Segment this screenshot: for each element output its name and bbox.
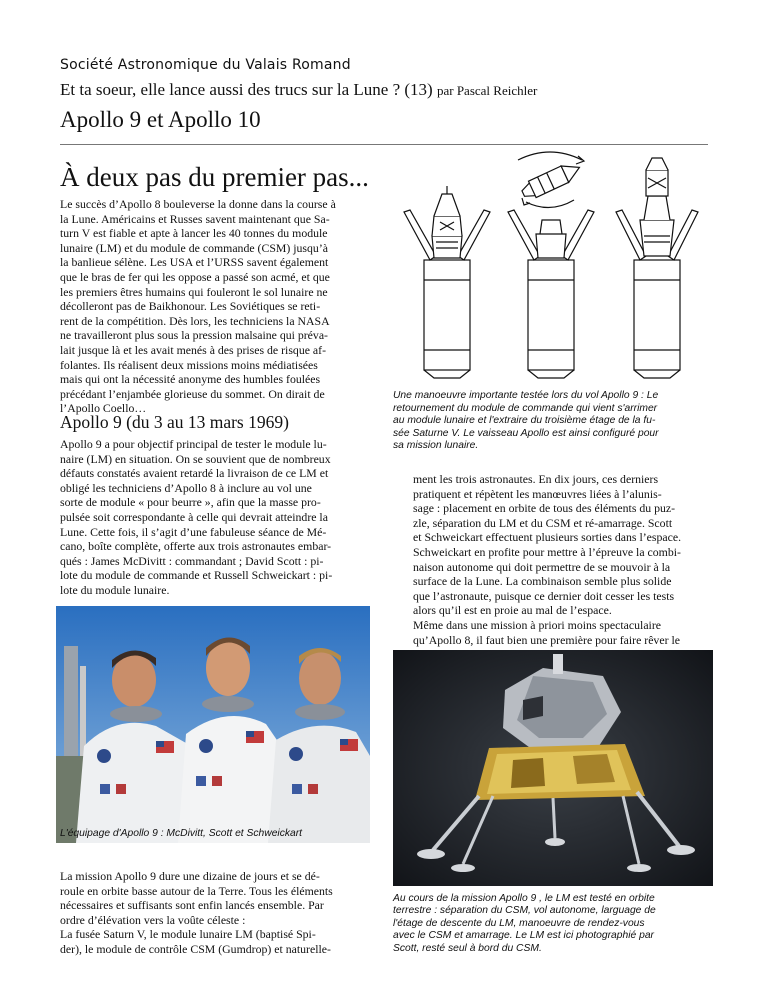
- caption-line: avec le CSM et amarrage. Le LM est ici photographié par: [393, 930, 654, 942]
- text-line: Lune. Cette fois, il s’agit d’une fabuleuse séance de Mé-: [60, 524, 327, 539]
- text-line: Le succès d’Apollo 8 bouleverse la donne dans la course à: [60, 197, 336, 211]
- text-line: ordre d’élévation vers la voûte céleste :: [60, 912, 246, 927]
- lm-caption: [393, 893, 713, 955]
- caption-line: sée Saturne V. Le vaisseau Apollo est ainsi configuré pour: [393, 427, 659, 439]
- text-line: la Lune. Américains et Russes savent maintenant que Sa-: [60, 211, 330, 226]
- apollo9-heading: Apollo 9 (du 3 au 13 mars 1969): [60, 412, 289, 432]
- caption-line: sa mission lunaire.: [393, 440, 479, 452]
- text-line: et Schweickart effectuent plusieurs sorties dans l’espace.: [413, 530, 682, 545]
- text-line: zle, séparation du LM et du CSM et ré-amarrage. Scott: [413, 515, 673, 530]
- text-line: Même dans une mission à priori moins spectaculaire: [413, 617, 661, 632]
- title-divider: [60, 144, 708, 145]
- text-line: précédant l’enjambée glorieuse du sommet. On dirait de: [60, 386, 325, 401]
- text-line: roule en orbite basse autour de la Terre. Tous les éléments: [60, 883, 333, 898]
- stage-middle: [508, 152, 594, 378]
- author-byline: par Pascal Reichler: [436, 83, 538, 98]
- text-line: folantes. Ils réalisent deux missions moins médiatisées: [60, 357, 318, 372]
- text-line: pratiquent et répètent les manœuvres liées à l’alunis-: [413, 486, 662, 501]
- text-line: ment les trois astronautes. En dix jours, ces derniers: [413, 472, 659, 486]
- stage-left: [404, 186, 490, 378]
- mission-paragraph: [60, 869, 362, 957]
- text-line: nécessaires et suffisants sont enfin lancés ensemble. Par: [60, 898, 324, 913]
- caption-line: Scott, resté seul à bord du CSM.: [393, 942, 542, 954]
- series-title-line: [60, 80, 537, 100]
- text-line: décolleront pas de Baikhonour. Les Soviétiques se reti-: [60, 299, 321, 314]
- text-line: qués : James McDivitt : commandant ; David Scott : pi-: [60, 553, 324, 568]
- text-line: Apollo 9 a pour objectif principal de tester le module lu-: [60, 437, 327, 451]
- caption-line: retournement du module de commande qui vient s'arrimer: [393, 402, 658, 414]
- text-line: obligé les techniciens d’Apollo 8 à inclure au vol une: [60, 480, 312, 495]
- text-line: mais qui ont la nécessité anonyme des humbles foulées: [60, 372, 321, 387]
- text-line: turn V est fiable et apte à lancer les 40 tonnes du module: [60, 226, 328, 241]
- intro-paragraph: [60, 197, 362, 416]
- caption-line: terrestre : séparation du CSM, vol autonome, larguage de: [393, 905, 656, 917]
- text-line: lait jusque là et les avait menés à des prises de risque af-: [60, 342, 326, 357]
- caption-line: au module lunaire et l'extraire du troisième étage de la fu-: [393, 415, 656, 427]
- text-line: sorte de module « pour beurre », afin que la masse pro-: [60, 495, 321, 510]
- text-line: cano, boîte complète, offerte aux trois astronautes embar-: [60, 539, 332, 554]
- text-line: alors qu’il est en proie au mal de l’espace.: [413, 603, 612, 618]
- society-name: Société Astronomique du Valais Romand: [60, 57, 351, 73]
- crew-caption: L'équipage d'Apollo 9 : McDivitt, Scott et Schweickart: [60, 828, 303, 839]
- article-title: Apollo 9 et Apollo 10: [60, 107, 261, 132]
- text-line: rent de la compétition. Dès lors, les techniciens la NASA: [60, 313, 330, 328]
- diagram-caption: [393, 390, 713, 453]
- lunar-module-photo: [393, 650, 713, 886]
- transposition-diagram: [390, 150, 712, 380]
- text-line: der), le module de contrôle CSM (Gumdrop) et naturelle-: [60, 941, 331, 956]
- text-line: La mission Apollo 9 dure une dizaine de jours et se dé-: [60, 869, 320, 883]
- text-line: lote du module de commande et Russell Schweickart : pi-: [60, 568, 333, 583]
- text-line: pulsée soit correspondante à celle qui devrait atteindre la: [60, 509, 328, 524]
- text-line: naison autonome qui doit permettre de se mouvoir à la: [413, 559, 671, 574]
- text-line: que le bras de fer qui les oppose a passé son acmé, et que: [60, 269, 330, 284]
- text-line: qu’Apollo 8, il faut bien une première pour faire rêver le: [413, 632, 680, 647]
- text-line: la banlieue sélène. Les USA et l’URSS savent également: [60, 255, 329, 270]
- text-line: défauts constatés avaient retardé la livraison de ce LM et: [60, 466, 329, 481]
- text-line: que l’astronaute, puisque ce dernier doit cesser les tests: [413, 588, 675, 603]
- text-line: surface de la Lune. La combinaison semble plus solide: [413, 574, 672, 589]
- text-line: La fusée Saturn V, le module lunaire LM (baptisé Spi-: [60, 927, 316, 942]
- text-line: l’Apollo Coello…: [60, 401, 147, 416]
- text-line: les premiers êtres humains qui fouleront le sol lunaire ne: [60, 284, 328, 299]
- section-title: À deux pas du premier pas...: [60, 162, 369, 192]
- caption-line: Au cours de la mission Apollo 9 , le LM est testé en orbite: [393, 893, 655, 904]
- text-line: lote du module lunaire.: [60, 582, 170, 597]
- text-line: lunaire (LM) et du module de commande (CSM) jusqu’à: [60, 240, 328, 255]
- stage-right: [616, 158, 698, 378]
- apollo9-paragraph: [60, 437, 362, 598]
- crew-photo: [56, 606, 370, 843]
- text-line: naire (LM) en situation. On se souvient que de nombreux: [60, 451, 331, 466]
- text-line: ne travailleront plus sous la pression malsaine qui préva-: [60, 328, 328, 343]
- caption-line: Une manoeuvre importante testée lors du vol Apollo 9 : Le: [393, 390, 659, 401]
- text-line: sage : placement en orbite de tous des éléments du puz-: [413, 501, 676, 516]
- continuation-paragraph: [413, 472, 709, 647]
- text-line: Schweickart en profite pour mettre à l’épreuve la combi-: [413, 544, 681, 559]
- series-title: Et ta soeur, elle lance aussi des trucs sur la Lune ? (13): [60, 80, 433, 99]
- caption-line: l'étage de descente du LM, manoeuvre de rendez-vous: [393, 917, 645, 929]
